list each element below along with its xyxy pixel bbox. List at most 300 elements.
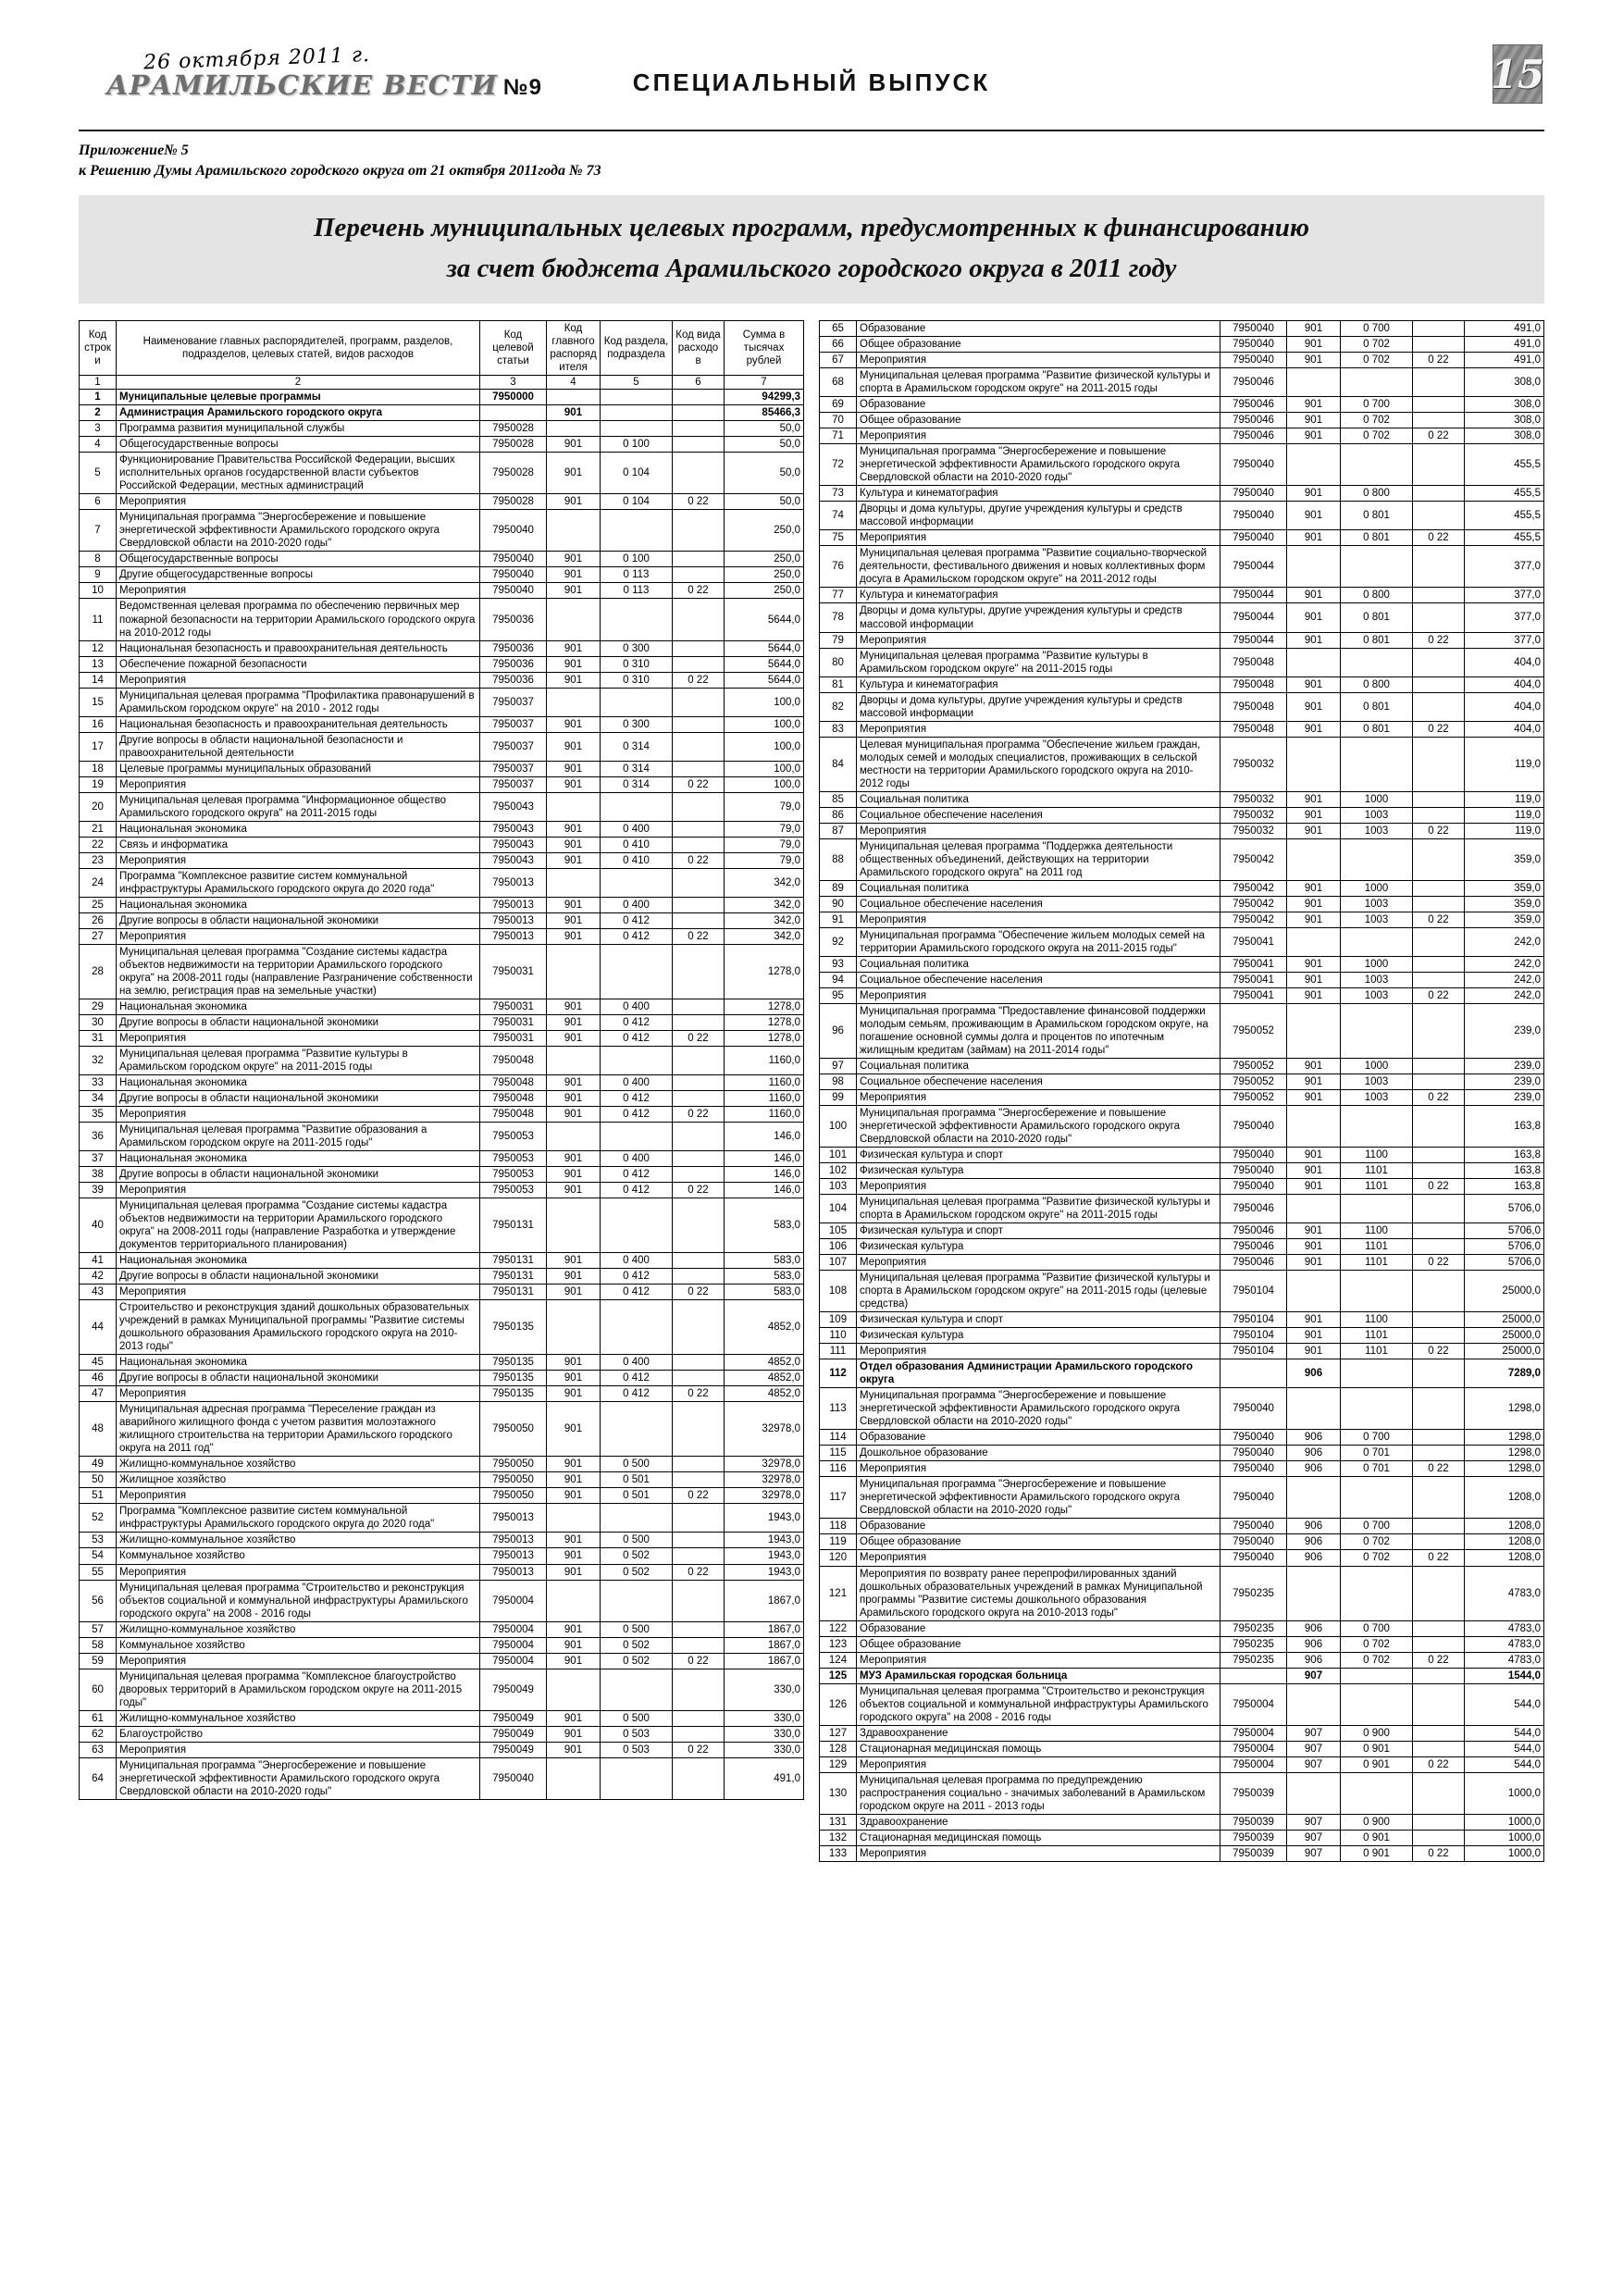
table-row: [80, 1167, 804, 1183]
chief-administrator-cell: 901: [1287, 880, 1341, 896]
table-row: [80, 1757, 804, 1799]
chief-administrator-cell: 901: [547, 897, 601, 912]
target-article-cell: 7950037: [480, 761, 547, 776]
row-name-cell: Дворцы и дома культуры, другие учреждения культуры и средств массовой информации: [857, 603, 1220, 632]
row-code-cell: 86: [820, 807, 857, 823]
row-code-cell: 6: [80, 494, 117, 510]
section-cell: [1341, 1003, 1413, 1058]
section-cell: 0 901: [1341, 1741, 1413, 1756]
expense-type-cell: 0 22: [1413, 912, 1465, 927]
table-row: [820, 1344, 1544, 1359]
section-cell: 0 400: [601, 1253, 673, 1269]
header-divider: [79, 130, 1544, 131]
expense-type-cell: [1413, 546, 1465, 588]
table-row: [820, 1106, 1544, 1148]
expense-type-cell: 0 22: [1413, 1255, 1465, 1271]
row-name-cell: Жилищно-коммунальное хозяйство: [117, 1710, 480, 1726]
row-name-cell: Жилищно-коммунальное хозяйство: [117, 1533, 480, 1548]
target-article-cell: 7950131: [480, 1253, 547, 1269]
table-row: [820, 486, 1544, 502]
table-row: [80, 1669, 804, 1710]
sum-cell: 250,0: [725, 552, 804, 567]
target-article-cell: 7950037: [480, 732, 547, 761]
sum-cell: 250,0: [725, 510, 804, 552]
row-code-cell: 33: [80, 1074, 117, 1090]
chief-administrator-cell: [547, 1046, 601, 1074]
table-row: [820, 368, 1544, 397]
chief-administrator-cell: 901: [1287, 1090, 1341, 1106]
row-name-cell: Обеспечение пожарной безопасности: [117, 656, 480, 672]
table-row: [820, 987, 1544, 1003]
section-cell: 0 503: [601, 1726, 673, 1742]
row-code-cell: 105: [820, 1223, 857, 1239]
target-article-cell: 7950013: [480, 1504, 547, 1533]
sum-cell: 5706,0: [1465, 1255, 1544, 1271]
chief-administrator-cell: 901: [547, 1030, 601, 1046]
sum-cell: 100,0: [725, 688, 804, 716]
header-col-row-code: Код строки: [80, 321, 117, 376]
target-article-cell: 7950053: [480, 1151, 547, 1167]
row-name-cell: Общее образование: [857, 413, 1220, 428]
sum-cell: 583,0: [725, 1269, 804, 1285]
row-code-cell: 66: [820, 337, 857, 353]
chief-administrator-cell: 901: [547, 1533, 601, 1548]
target-article-cell: 7950040: [1220, 1430, 1287, 1446]
expense-type-cell: 0 22: [1413, 530, 1465, 546]
table-row: [80, 1183, 804, 1198]
row-code-cell: 80: [820, 648, 857, 676]
row-code-cell: 75: [820, 530, 857, 546]
section-cell: 0 412: [601, 1371, 673, 1386]
sum-cell: 330,0: [725, 1742, 804, 1757]
target-article-cell: 7950036: [480, 599, 547, 640]
section-cell: 1000: [1341, 880, 1413, 896]
expense-type-cell: [673, 868, 725, 897]
section-cell: [1341, 1668, 1413, 1683]
table-row: [80, 761, 804, 776]
table-row: [80, 583, 804, 599]
expense-type-cell: [673, 510, 725, 552]
target-article-cell: 7950031: [480, 944, 547, 999]
expense-type-cell: [673, 944, 725, 999]
expense-type-cell: [673, 453, 725, 494]
table-row: [80, 1488, 804, 1504]
chief-administrator-cell: 901: [547, 1269, 601, 1285]
chief-administrator-cell: 906: [1287, 1461, 1341, 1477]
row-name-cell: Муниципальная программа "Обеспечение жильем молодых семей на территории Арамильского городского округа на 2011-2015 годы": [857, 927, 1220, 956]
row-code-cell: 117: [820, 1477, 857, 1519]
table-row: [80, 405, 804, 421]
row-code-cell: 85: [820, 791, 857, 807]
chief-administrator-cell: 901: [1287, 1312, 1341, 1328]
header-col-section-subsection: Код раздела, подраздела: [601, 321, 673, 376]
sum-cell: 404,0: [1465, 721, 1544, 737]
section-cell: 0 104: [601, 453, 673, 494]
table-row: [820, 1461, 1544, 1477]
chief-administrator-cell: 901: [547, 732, 601, 761]
section-cell: 0 700: [1341, 1430, 1413, 1446]
row-name-cell: Муниципальная целевая программа "Развитие культуры в Арамильском городском округе" на 2011-2015 годы: [857, 648, 1220, 676]
expense-type-cell: [673, 1014, 725, 1030]
target-article-cell: 7950046: [1220, 1223, 1287, 1239]
sum-cell: 1160,0: [725, 1091, 804, 1107]
target-article-cell: 7950131: [480, 1198, 547, 1253]
table-row: [820, 337, 1544, 353]
target-article-cell: 7950049: [480, 1726, 547, 1742]
row-name-cell: Программа "Комплексное развитие систем коммунальной инфраструктуры Арамильского городского округа до 2020 года": [117, 868, 480, 897]
chief-administrator-cell: [547, 868, 601, 897]
section-cell: 0 702: [1341, 413, 1413, 428]
expense-type-cell: [1413, 1239, 1465, 1255]
sum-cell: 119,0: [1465, 823, 1544, 838]
row-code-cell: 125: [820, 1668, 857, 1683]
sum-cell: 455,5: [1465, 502, 1544, 530]
section-cell: 0 412: [601, 1030, 673, 1046]
table-header-row: [80, 321, 804, 376]
chief-administrator-cell: 901: [547, 1488, 601, 1504]
table-row: [80, 1300, 804, 1355]
section-cell: 1000: [1341, 956, 1413, 972]
target-article-cell: [480, 405, 547, 421]
expense-type-cell: [673, 1167, 725, 1183]
sum-cell: 242,0: [1465, 927, 1544, 956]
section-cell: 1003: [1341, 823, 1413, 838]
expense-type-cell: [1413, 1163, 1465, 1179]
expense-type-cell: 0 22: [673, 583, 725, 599]
section-cell: 1100: [1341, 1312, 1413, 1328]
chief-administrator-cell: 901: [547, 1183, 601, 1198]
chief-administrator-cell: 901: [1287, 413, 1341, 428]
sum-cell: 239,0: [1465, 1090, 1544, 1106]
row-code-cell: 123: [820, 1636, 857, 1652]
row-code-cell: 2: [80, 405, 117, 421]
newspaper-name: АРАМИЛЬСКИЕ ВЕСТИ: [106, 69, 498, 101]
row-code-cell: 74: [820, 502, 857, 530]
sum-cell: 544,0: [1465, 1725, 1544, 1741]
sum-cell: 119,0: [1465, 807, 1544, 823]
target-article-cell: 7950032: [1220, 807, 1287, 823]
row-code-cell: 18: [80, 761, 117, 776]
section-cell: 0 502: [601, 1637, 673, 1653]
target-article-cell: 7950031: [480, 1030, 547, 1046]
section-cell: [601, 510, 673, 552]
sum-cell: 163,8: [1465, 1106, 1544, 1148]
sum-cell: 342,0: [725, 928, 804, 944]
table-row: [80, 1107, 804, 1123]
row-code-cell: 56: [80, 1580, 117, 1621]
row-code-cell: 115: [820, 1446, 857, 1461]
row-name-cell: Мероприятия: [117, 1742, 480, 1757]
row-code-cell: 26: [80, 912, 117, 928]
section-cell: [1341, 1388, 1413, 1430]
row-name-cell: Дворцы и дома культуры, другие учреждения культуры и средств массовой информации: [857, 502, 1220, 530]
table-row: [820, 413, 1544, 428]
table-row: [820, 397, 1544, 413]
section-cell: 0 701: [1341, 1446, 1413, 1461]
row-name-cell: Муниципальная целевая программа "Развитие культуры в Арамильском городском округе" на 2011-2015 годы: [117, 1046, 480, 1074]
table-row: [820, 321, 1544, 337]
table-row: [80, 1580, 804, 1621]
row-code-cell: 47: [80, 1386, 117, 1402]
chief-administrator-cell: 901: [547, 1167, 601, 1183]
target-article-cell: 7950048: [480, 1046, 547, 1074]
section-cell: 0 701: [1341, 1461, 1413, 1477]
chief-administrator-cell: 901: [547, 1402, 601, 1457]
row-name-cell: Социальная политика: [857, 880, 1220, 896]
chief-administrator-cell: 901: [1287, 1058, 1341, 1074]
table-row: [80, 494, 804, 510]
row-name-cell: Стационарная медицинская помощь: [857, 1741, 1220, 1756]
row-name-cell: Ведомственная целевая программа по обеспечению первичных мер пожарной безопасности на территории Арамильского городского округа на 2010-2012 годы: [117, 599, 480, 640]
chief-administrator-cell: [547, 1504, 601, 1533]
row-code-cell: 94: [820, 972, 857, 987]
row-code-cell: 58: [80, 1637, 117, 1653]
target-article-cell: 7950048: [480, 1091, 547, 1107]
target-article-cell: 7950041: [1220, 972, 1287, 987]
row-name-cell: Образование: [857, 321, 1220, 337]
row-code-cell: 4: [80, 437, 117, 453]
row-name-cell: Мероприятия: [117, 1030, 480, 1046]
sum-cell: 1867,0: [725, 1621, 804, 1637]
sum-cell: 4783,0: [1465, 1566, 1544, 1620]
section-cell: 0 501: [601, 1472, 673, 1488]
row-code-cell: 68: [820, 368, 857, 397]
row-name-cell: Муниципальная программа "Предоставление финансовой поддержки молодым семьям, проживающим в Арамильском городском округе, на погашение основной суммы долга и процентов по ипотечным жилищным кредитам (займам) на 2011-2014 годы": [857, 1003, 1220, 1058]
row-code-cell: 14: [80, 672, 117, 688]
row-code-cell: 112: [820, 1359, 857, 1388]
expense-type-cell: [1413, 368, 1465, 397]
sum-cell: 342,0: [725, 868, 804, 897]
target-article-cell: 7950041: [1220, 987, 1287, 1003]
sum-cell: 4852,0: [725, 1386, 804, 1402]
target-article-cell: 7950031: [480, 1014, 547, 1030]
sum-cell: 239,0: [1465, 1003, 1544, 1058]
expense-type-cell: 0 22: [673, 1742, 725, 1757]
row-name-cell: Социальное обеспечение населения: [857, 896, 1220, 912]
expense-type-cell: [673, 1726, 725, 1742]
table-row: [820, 1566, 1544, 1620]
expense-type-cell: [673, 567, 725, 583]
chief-administrator-cell: 901: [547, 437, 601, 453]
chief-administrator-cell: 901: [547, 567, 601, 583]
table-row: [820, 1255, 1544, 1271]
row-code-cell: 88: [820, 838, 857, 880]
left-table-body: [80, 390, 804, 1799]
row-name-cell: Муниципальная целевая программа "Создание системы кадастра объектов недвижимости на территории Арамильского городского округа" на 2008-2011 годы (направление Разграничение собственности на землю, регистрация прав на земельные участки): [117, 944, 480, 999]
expense-type-cell: [1413, 1519, 1465, 1534]
target-article-cell: 7950040: [480, 1757, 547, 1799]
section-cell: 1003: [1341, 972, 1413, 987]
row-name-cell: Мероприятия: [117, 1488, 480, 1504]
sum-cell: 25000,0: [1465, 1328, 1544, 1344]
table-row: [820, 1741, 1544, 1756]
sum-cell: 242,0: [1465, 956, 1544, 972]
row-code-cell: 113: [820, 1388, 857, 1430]
table-row: [820, 737, 1544, 791]
row-code-cell: 44: [80, 1300, 117, 1355]
expense-type-cell: 0 22: [673, 1386, 725, 1402]
row-name-cell: Мероприятия: [857, 530, 1220, 546]
target-article-cell: 7950040: [1220, 1550, 1287, 1566]
row-name-cell: Функционирование Правительства Российской Федерации, высших исполнительных органов государственной власти субъектов Российской Федерации, местных администраций: [117, 453, 480, 494]
sum-cell: 50,0: [725, 494, 804, 510]
row-code-cell: 17: [80, 732, 117, 761]
target-article-cell: 7950037: [480, 688, 547, 716]
table-row: [80, 1355, 804, 1371]
target-article-cell: 7950037: [480, 776, 547, 792]
sum-cell: 1298,0: [1465, 1388, 1544, 1430]
sum-cell: 5644,0: [725, 656, 804, 672]
table-row: [820, 1388, 1544, 1430]
row-code-cell: 57: [80, 1621, 117, 1637]
expense-type-cell: [673, 999, 725, 1014]
expense-type-cell: 0 22: [1413, 632, 1465, 648]
row-code-cell: 28: [80, 944, 117, 999]
target-article-cell: 7950040: [480, 510, 547, 552]
target-article-cell: [1220, 1668, 1287, 1683]
section-cell: 1000: [1341, 1058, 1413, 1074]
target-article-cell: 7950104: [1220, 1271, 1287, 1312]
target-article-cell: 7950043: [480, 821, 547, 837]
expense-type-cell: 0 22: [1413, 721, 1465, 737]
target-article-cell: 7950013: [480, 928, 547, 944]
row-name-cell: Мероприятия: [117, 494, 480, 510]
table-row: [80, 453, 804, 494]
chief-administrator-cell: 901: [1287, 397, 1341, 413]
appendix-line-1: Приложение№ 5: [79, 143, 189, 158]
chief-administrator-cell: [547, 944, 601, 999]
row-name-cell: Мероприятия: [857, 1255, 1220, 1271]
section-cell: 0 700: [1341, 397, 1413, 413]
sum-cell: 85466,3: [725, 405, 804, 421]
chief-administrator-cell: 907: [1287, 1756, 1341, 1772]
expense-type-cell: [1413, 791, 1465, 807]
row-code-cell: 19: [80, 776, 117, 792]
row-name-cell: Муниципальная целевая программа "Комплексное благоустройство дворовых территорий в Арамильском городском округе на 2011-2015 годы": [117, 1669, 480, 1710]
expense-type-cell: [673, 1402, 725, 1457]
table-row: [80, 1504, 804, 1533]
sum-cell: 1278,0: [725, 1030, 804, 1046]
section-cell: 0 901: [1341, 1756, 1413, 1772]
section-cell: [601, 1504, 673, 1533]
sum-cell: 330,0: [725, 1726, 804, 1742]
chief-administrator-cell: 901: [1287, 791, 1341, 807]
chief-administrator-cell: 906: [1287, 1636, 1341, 1652]
header-col-name: Наименование главных распорядителей, программ, разделов, подразделов, целевых статей, видов расходов: [117, 321, 480, 376]
row-code-cell: 29: [80, 999, 117, 1014]
row-code-cell: 54: [80, 1548, 117, 1564]
row-name-cell: Мероприятия: [857, 987, 1220, 1003]
table-row: [820, 530, 1544, 546]
table-row: [820, 1058, 1544, 1074]
expense-type-cell: [1413, 648, 1465, 676]
chief-administrator-cell: 901: [547, 583, 601, 599]
row-code-cell: 34: [80, 1091, 117, 1107]
table-row: [820, 1756, 1544, 1772]
chief-administrator-cell: 901: [547, 1457, 601, 1472]
target-article-cell: 7950048: [480, 1074, 547, 1090]
table-row: [80, 672, 804, 688]
row-code-cell: 114: [820, 1430, 857, 1446]
row-code-cell: 31: [80, 1030, 117, 1046]
row-code-cell: 101: [820, 1148, 857, 1163]
section-cell: [601, 1123, 673, 1151]
expense-type-cell: [1413, 972, 1465, 987]
chief-administrator-cell: [547, 1669, 601, 1710]
row-code-cell: 84: [820, 737, 857, 791]
table-row: [80, 1123, 804, 1151]
row-name-cell: Мероприятия: [857, 721, 1220, 737]
row-name-cell: Мероприятия: [857, 1090, 1220, 1106]
target-article-cell: 7950041: [1220, 956, 1287, 972]
chief-administrator-cell: 901: [1287, 321, 1341, 337]
table-row: [80, 1710, 804, 1726]
programs-table-left: [79, 320, 804, 1800]
expense-type-cell: [673, 1371, 725, 1386]
expense-type-cell: [673, 897, 725, 912]
section-cell: 0 400: [601, 1151, 673, 1167]
expense-type-cell: [1413, 676, 1465, 692]
target-article-cell: 7950040: [1220, 1477, 1287, 1519]
section-cell: [1341, 737, 1413, 791]
target-article-cell: 7950013: [480, 1548, 547, 1564]
sum-cell: 1000,0: [1465, 1830, 1544, 1845]
row-code-cell: 111: [820, 1344, 857, 1359]
expense-type-cell: 0 22: [673, 1030, 725, 1046]
sum-cell: 308,0: [1465, 413, 1544, 428]
target-article-cell: 7950052: [1220, 1058, 1287, 1074]
expense-type-cell: 0 22: [1413, 823, 1465, 838]
row-code-cell: 42: [80, 1269, 117, 1285]
target-article-cell: 7950013: [480, 897, 547, 912]
table-row: [80, 1285, 804, 1300]
expense-type-cell: [673, 1300, 725, 1355]
expense-type-cell: [673, 912, 725, 928]
table-row: [820, 838, 1544, 880]
sum-cell: 1208,0: [1465, 1534, 1544, 1550]
target-article-cell: [1220, 1359, 1287, 1388]
section-cell: [601, 1046, 673, 1074]
sum-cell: 359,0: [1465, 838, 1544, 880]
table-row: [820, 972, 1544, 987]
section-cell: 1101: [1341, 1328, 1413, 1344]
row-code-cell: 55: [80, 1564, 117, 1580]
expense-type-cell: [1413, 1312, 1465, 1328]
row-code-cell: 7: [80, 510, 117, 552]
table-row: [820, 807, 1544, 823]
chief-administrator-cell: 901: [1287, 1163, 1341, 1179]
row-code-cell: 133: [820, 1845, 857, 1861]
section-cell: [601, 599, 673, 640]
expense-type-cell: [673, 599, 725, 640]
sum-cell: 32978,0: [725, 1488, 804, 1504]
row-code-cell: 126: [820, 1683, 857, 1725]
section-cell: 0 500: [601, 1621, 673, 1637]
row-code-cell: 91: [820, 912, 857, 927]
row-name-cell: Программа развития муниципальной службы: [117, 421, 480, 437]
chief-administrator-cell: 907: [1287, 1814, 1341, 1830]
chief-administrator-cell: 901: [1287, 353, 1341, 368]
section-cell: [1341, 1566, 1413, 1620]
row-name-cell: Мероприятия: [857, 1550, 1220, 1566]
row-code-cell: 50: [80, 1472, 117, 1488]
sum-cell: 119,0: [1465, 737, 1544, 791]
expense-type-cell: [1413, 1830, 1465, 1845]
expense-type-cell: 0 22: [673, 1285, 725, 1300]
chief-administrator-cell: 901: [547, 821, 601, 837]
expense-type-cell: 0 22: [673, 1183, 725, 1198]
chief-administrator-cell: 906: [1287, 1620, 1341, 1636]
